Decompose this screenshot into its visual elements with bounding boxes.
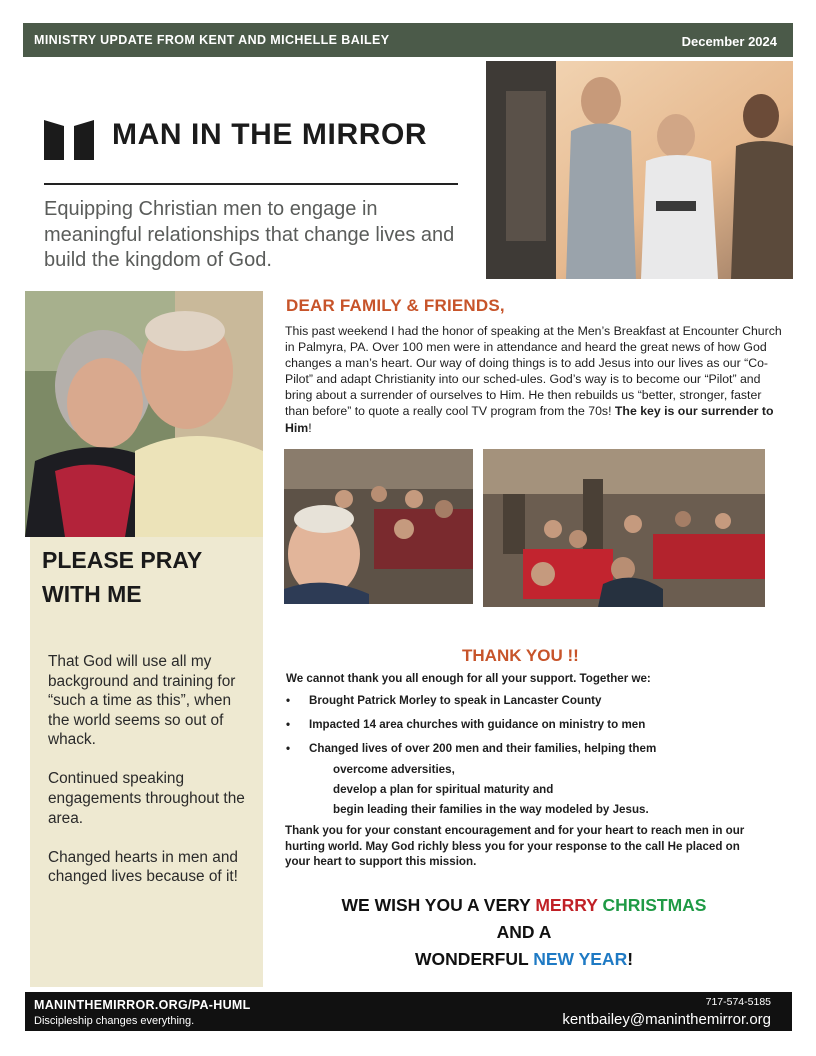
brand-tagline: Equipping Christian men to engage in meaningful relationships that change lives and build the kingdom of God. — [44, 198, 455, 271]
brand-name: MAN IN THE MIRROR — [112, 118, 428, 151]
event-photo-selfie — [284, 449, 473, 604]
bullet-text: Brought Patrick Morley to speak in Lancaster County — [309, 694, 602, 707]
greeting-new-year: NEW YEAR — [533, 949, 628, 969]
greeting-line1 — [286, 892, 762, 919]
footer-bar — [25, 992, 792, 1031]
letter-body — [285, 323, 782, 436]
thanks-closing: Thank you for your constant encouragement and for your heart to reach men in our hurting world. May God richly bless you for your response to the call He placed on your heart to support this mission. — [285, 824, 745, 869]
greeting-text: WONDERFUL — [414, 949, 534, 969]
prayer-heading-line2: WITH ME — [42, 581, 142, 607]
header-title: MINISTRY UPDATE FROM KENT AND MICHELLE BAILEY — [34, 33, 390, 47]
letter-text: This past weekend I had the honor of speaking at the Men’s Breakfast at Encounter Church in Palmyra, PA. Over 100 men were in attendance and heard the great news of how God changes a man’s heart. Our way of doing things is to add Jesus into our lives as our “Co-Pilot” and adapt Christianity into our sched-ules. God’s way is to become our “Pilot” and bring about a surrender of ourselves to Him. He then rebuilds us “better, stronger, faster than before” to quote a really cool TV program from the 70s! — [285, 324, 782, 419]
thanks-heading: THANK YOU !! — [462, 646, 579, 665]
sub-list-item: overcome adversities, — [333, 763, 455, 776]
footer-url[interactable]: MANINTHEMIRROR.ORG/PA-HUML — [34, 998, 251, 1012]
footer-phone[interactable]: 717-574-5185 — [705, 996, 771, 1008]
list-item — [286, 694, 601, 707]
sub-list-item: develop a plan for spiritual maturity and — [333, 783, 554, 796]
sub-list-item: begin leading their families in the way modeled by Jesus. — [333, 803, 649, 816]
greeting-end: ! — [627, 949, 634, 969]
header-bar — [23, 23, 793, 57]
bullet-text: Impacted 14 area churches with guidance on ministry to men — [309, 718, 646, 731]
letter-heading: DEAR FAMILY & FRIENDS, — [286, 296, 505, 315]
header-date: December 2024 — [681, 34, 777, 49]
bullet-icon: • — [286, 742, 291, 755]
footer-slogan: Discipleship changes everything. — [34, 1015, 195, 1027]
greeting-line3 — [286, 946, 762, 973]
hero-photo — [486, 61, 793, 279]
bullet-text: Changed lives of over 200 men and their families, helping them — [309, 742, 657, 755]
divider — [44, 183, 458, 185]
prayer-heading — [42, 543, 257, 611]
logo-icon — [44, 118, 94, 160]
greeting-christmas: CHRISTMAS — [602, 895, 707, 915]
letter-emphasis: The key is our surrender to Him — [285, 404, 774, 435]
letter-end: ! — [308, 420, 312, 435]
couple-photo — [25, 291, 263, 537]
prayer-heading-line1: PLEASE PRAY — [42, 547, 203, 573]
footer-email[interactable]: kentbailey@maninthemirror.org — [562, 1011, 771, 1028]
bullet-icon: • — [286, 694, 291, 707]
prayer-item: Continued speaking engagements throughout the area. — [48, 770, 245, 827]
list-item — [286, 718, 645, 731]
prayer-item: That God will use all my background and training for “such a time as this”, when the world seems so out of whack. — [48, 653, 236, 749]
prayer-list — [48, 652, 253, 906]
greeting-merry: MERRY — [535, 895, 598, 915]
event-photo-crowd — [483, 449, 765, 607]
holiday-greeting — [286, 892, 762, 973]
greeting-text: WE WISH YOU A VERY — [341, 895, 536, 915]
prayer-item: Changed hearts in men and changed lives because of it! — [48, 848, 238, 886]
greeting-line2: AND A — [496, 922, 552, 942]
list-item — [286, 742, 656, 755]
bullet-icon: • — [286, 718, 291, 731]
thanks-intro: We cannot thank you all enough for all your support. Together we: — [286, 672, 651, 685]
